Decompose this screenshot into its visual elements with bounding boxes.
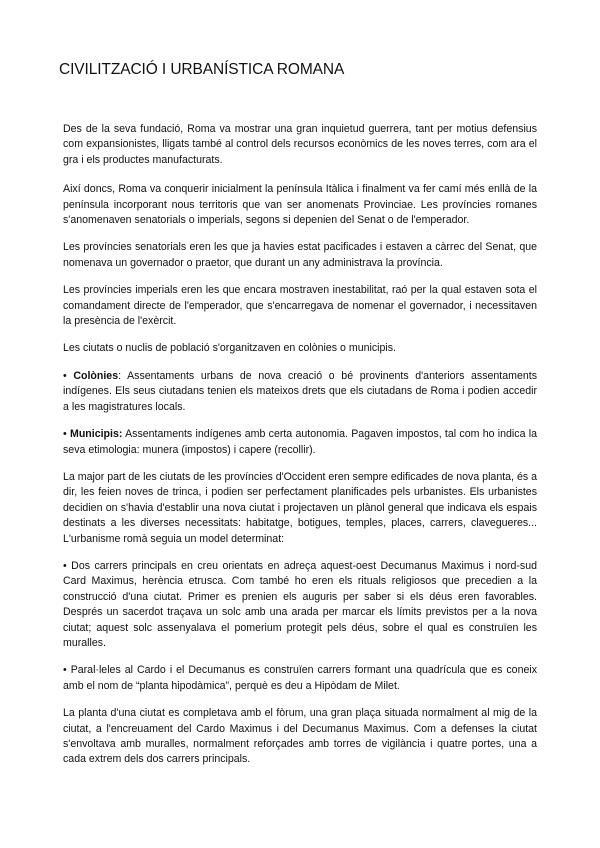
paragraph-urban-planning: La major part de les ciutats de les províncies d'Occident eren sempre edificades de nova planta, és a dir, les feien noves de trinca, i podien ser perfectament planificades pels urbanistes. Els urbanistes decidien on s'havia d'establir una nova ciutat i projectaven un plànol general que indicava els espais destinats a les diverses necessitats: habitatge, botigues, temples, places, carrers, clavegueres... L'urbanisme romà seguia un model determinat: — [63, 470, 537, 545]
paragraph-imperial-provinces: Les províncies imperials eren les que encara mostraven inestabilitat, raó per la qual estaven sota el comandament directe de l'emperador, que s'encarregava de nomenar el governador, i necessitaven la presència de l'exèrcit. — [63, 284, 537, 328]
paragraph-foundation: Des de la seva fundació, Roma va mostrar una gran inquietud guerrera, tant per motius defensius com expansionistes, lligats també al control dels recursos econòmics de les noves terres, com ara el gra i els productes manufacturats. — [63, 123, 537, 166]
bullet: • — [63, 428, 70, 441]
term-colonies: Colònies — [73, 369, 119, 382]
list-item-colonies — [63, 369, 537, 415]
list-item-main-streets: • Dos carrers principals en creu orientats en adreça aquest-oest Decumanus Maximus i nord-sud Card Maximus, herència etrusca. Com també ho eren els rituals religiosos que precedien a la construcció d'una ciutat. Primer es prenien els auguris per saber si els déus eren favorables. Després un sacerdot traçava un solc amb una arada per marcar els límits previstos per a la nova ciutat; aquest solc assenyalava el pomerium protegit pels déus, sobre el qual es construïen les muralles. — [63, 559, 537, 649]
list-item-grid-plan: • Paral·leles al Cardo i el Decumanus es construïen carrers formant una quadrícula que es coneix amb el nom de “planta hipodàmica”, perquè es deu a Hipòdam de Milet. — [63, 664, 537, 692]
document-title: CIVILITZACIÓ I URBANÍSTICA ROMANA — [59, 61, 345, 78]
paragraph-conquest: Així doncs, Roma va conquerir inicialment la península Itàlica i finalment va fer camí més enllà de la península incorporant nous territoris que van ser anomenats Provinciae. Les províncies romanes s'anomenaven senatorials o imperials, segons si depenien del Senat o de l'emperador. — [63, 183, 537, 227]
definition-municipalities: Assentaments indígenes amb certa autonomia. Pagaven impostos, tal com ho indica la seva etimologia: munera (impostos) i capere (recollir). — [63, 428, 537, 456]
definition-colonies: : Assentaments urbans de nova creació o bé provinents d'anteriors assentaments indígenes. Els seus ciutadans tenien els mateixos drets que els ciutadans de Roma i podien accedir a les magistratures locals. — [63, 369, 537, 413]
bullet: • — [63, 369, 74, 382]
paragraph-forum: La planta d'una ciutat es completava amb el fòrum, una gran plaça situada normalment al mig de la ciutat, a l'encreuament del Cardo Maximus i del Decumanus Maximus. Com a defenses la ciutat s'envoltava amb muralles, normalment reforçades amb torres de vigilància i quatre portes, una a cada extrem dels dos carrers principals. — [63, 707, 537, 766]
paragraph-senatorial-provinces: Les províncies senatorials eren les que ja havies estat pacificades i estaven a càrrec del Senat, que nomenava un governador o praetor, que durant un any administrava la província. — [63, 241, 537, 269]
term-municipalities: Municipis: — [70, 428, 123, 441]
paragraph-cities: Les ciutats o nuclis de població s'organitzaven en colònies o municipis. — [63, 342, 396, 355]
list-item-municipalities — [63, 427, 537, 458]
document-body — [63, 122, 537, 780]
